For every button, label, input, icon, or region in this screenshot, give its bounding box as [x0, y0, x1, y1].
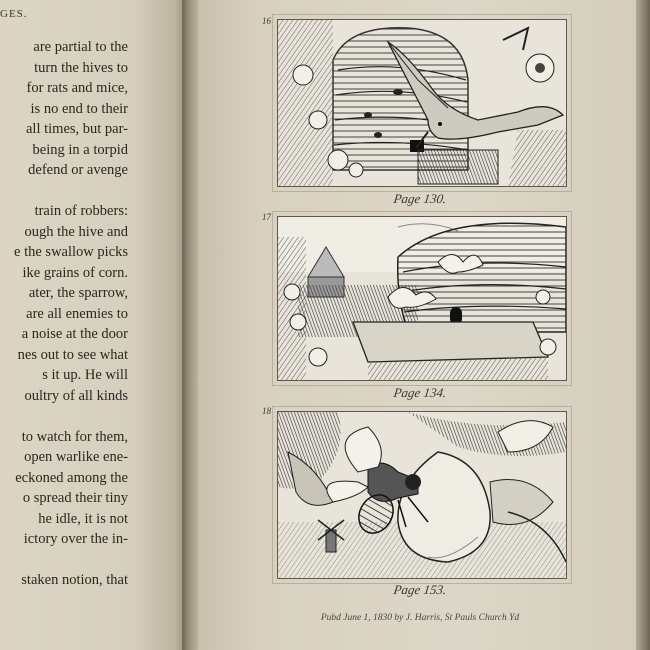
text-line: ater, the sparrow, — [28, 285, 128, 301]
text-line: eckoned among the — [15, 469, 128, 486]
text-line: all times, but par- — [26, 121, 128, 137]
plate-number: 18 — [262, 406, 271, 416]
text-line: are all enemies to — [26, 305, 128, 322]
text-line: open warlike ene- — [24, 449, 128, 465]
plate-number: 17 — [262, 212, 271, 222]
plate-bird-beehive — [277, 19, 567, 187]
plate-caption: Page 153. — [392, 582, 448, 597]
text-line: he idle, it is not — [38, 510, 128, 527]
text-line: are partial to the — [33, 39, 128, 55]
engraving-wasp-pear — [278, 412, 566, 578]
text-line: ike grains of corn. — [22, 264, 128, 281]
text-line: a noise at the door — [21, 326, 128, 342]
text-line: train of robbers: — [34, 203, 128, 219]
page-edge — [636, 0, 650, 650]
text-line: ough the hive and — [24, 223, 128, 240]
text-line: to watch for them, — [21, 428, 128, 445]
plate-caption: Page 134. — [392, 385, 448, 400]
running-header: GES. — [0, 8, 28, 20]
plate-wasp-pear — [277, 411, 567, 579]
text-line: oultry of all kinds — [24, 387, 128, 404]
text-line: ictory over the in- — [23, 531, 128, 547]
text-line: nes out to see what — [17, 346, 128, 363]
plate-moths-beehive — [277, 216, 567, 381]
text-line: staken notion, that — [21, 572, 128, 588]
text-line: for rats and mice, — [26, 80, 128, 96]
text-line: is no end to their — [30, 100, 128, 117]
plate-caption: Page 130. — [392, 191, 448, 206]
text-line: s it up. He will — [42, 367, 128, 383]
text-line: defend or avenge — [28, 162, 128, 178]
text-line: o spread their tiny — [22, 490, 128, 506]
engraving-bird-beehive — [278, 20, 566, 186]
left-page — [0, 0, 190, 650]
text-line: turn the hives to — [34, 59, 128, 76]
engraving-moths-beehive — [278, 217, 566, 380]
plate-number: 16 — [262, 16, 271, 26]
text-line: being in a torpid — [32, 141, 128, 158]
text-line: e the swallow picks — [14, 244, 128, 260]
publisher-imprint: Pubd June 1, 1830 by J. Harris, St Pauls Church Yd — [320, 613, 520, 623]
